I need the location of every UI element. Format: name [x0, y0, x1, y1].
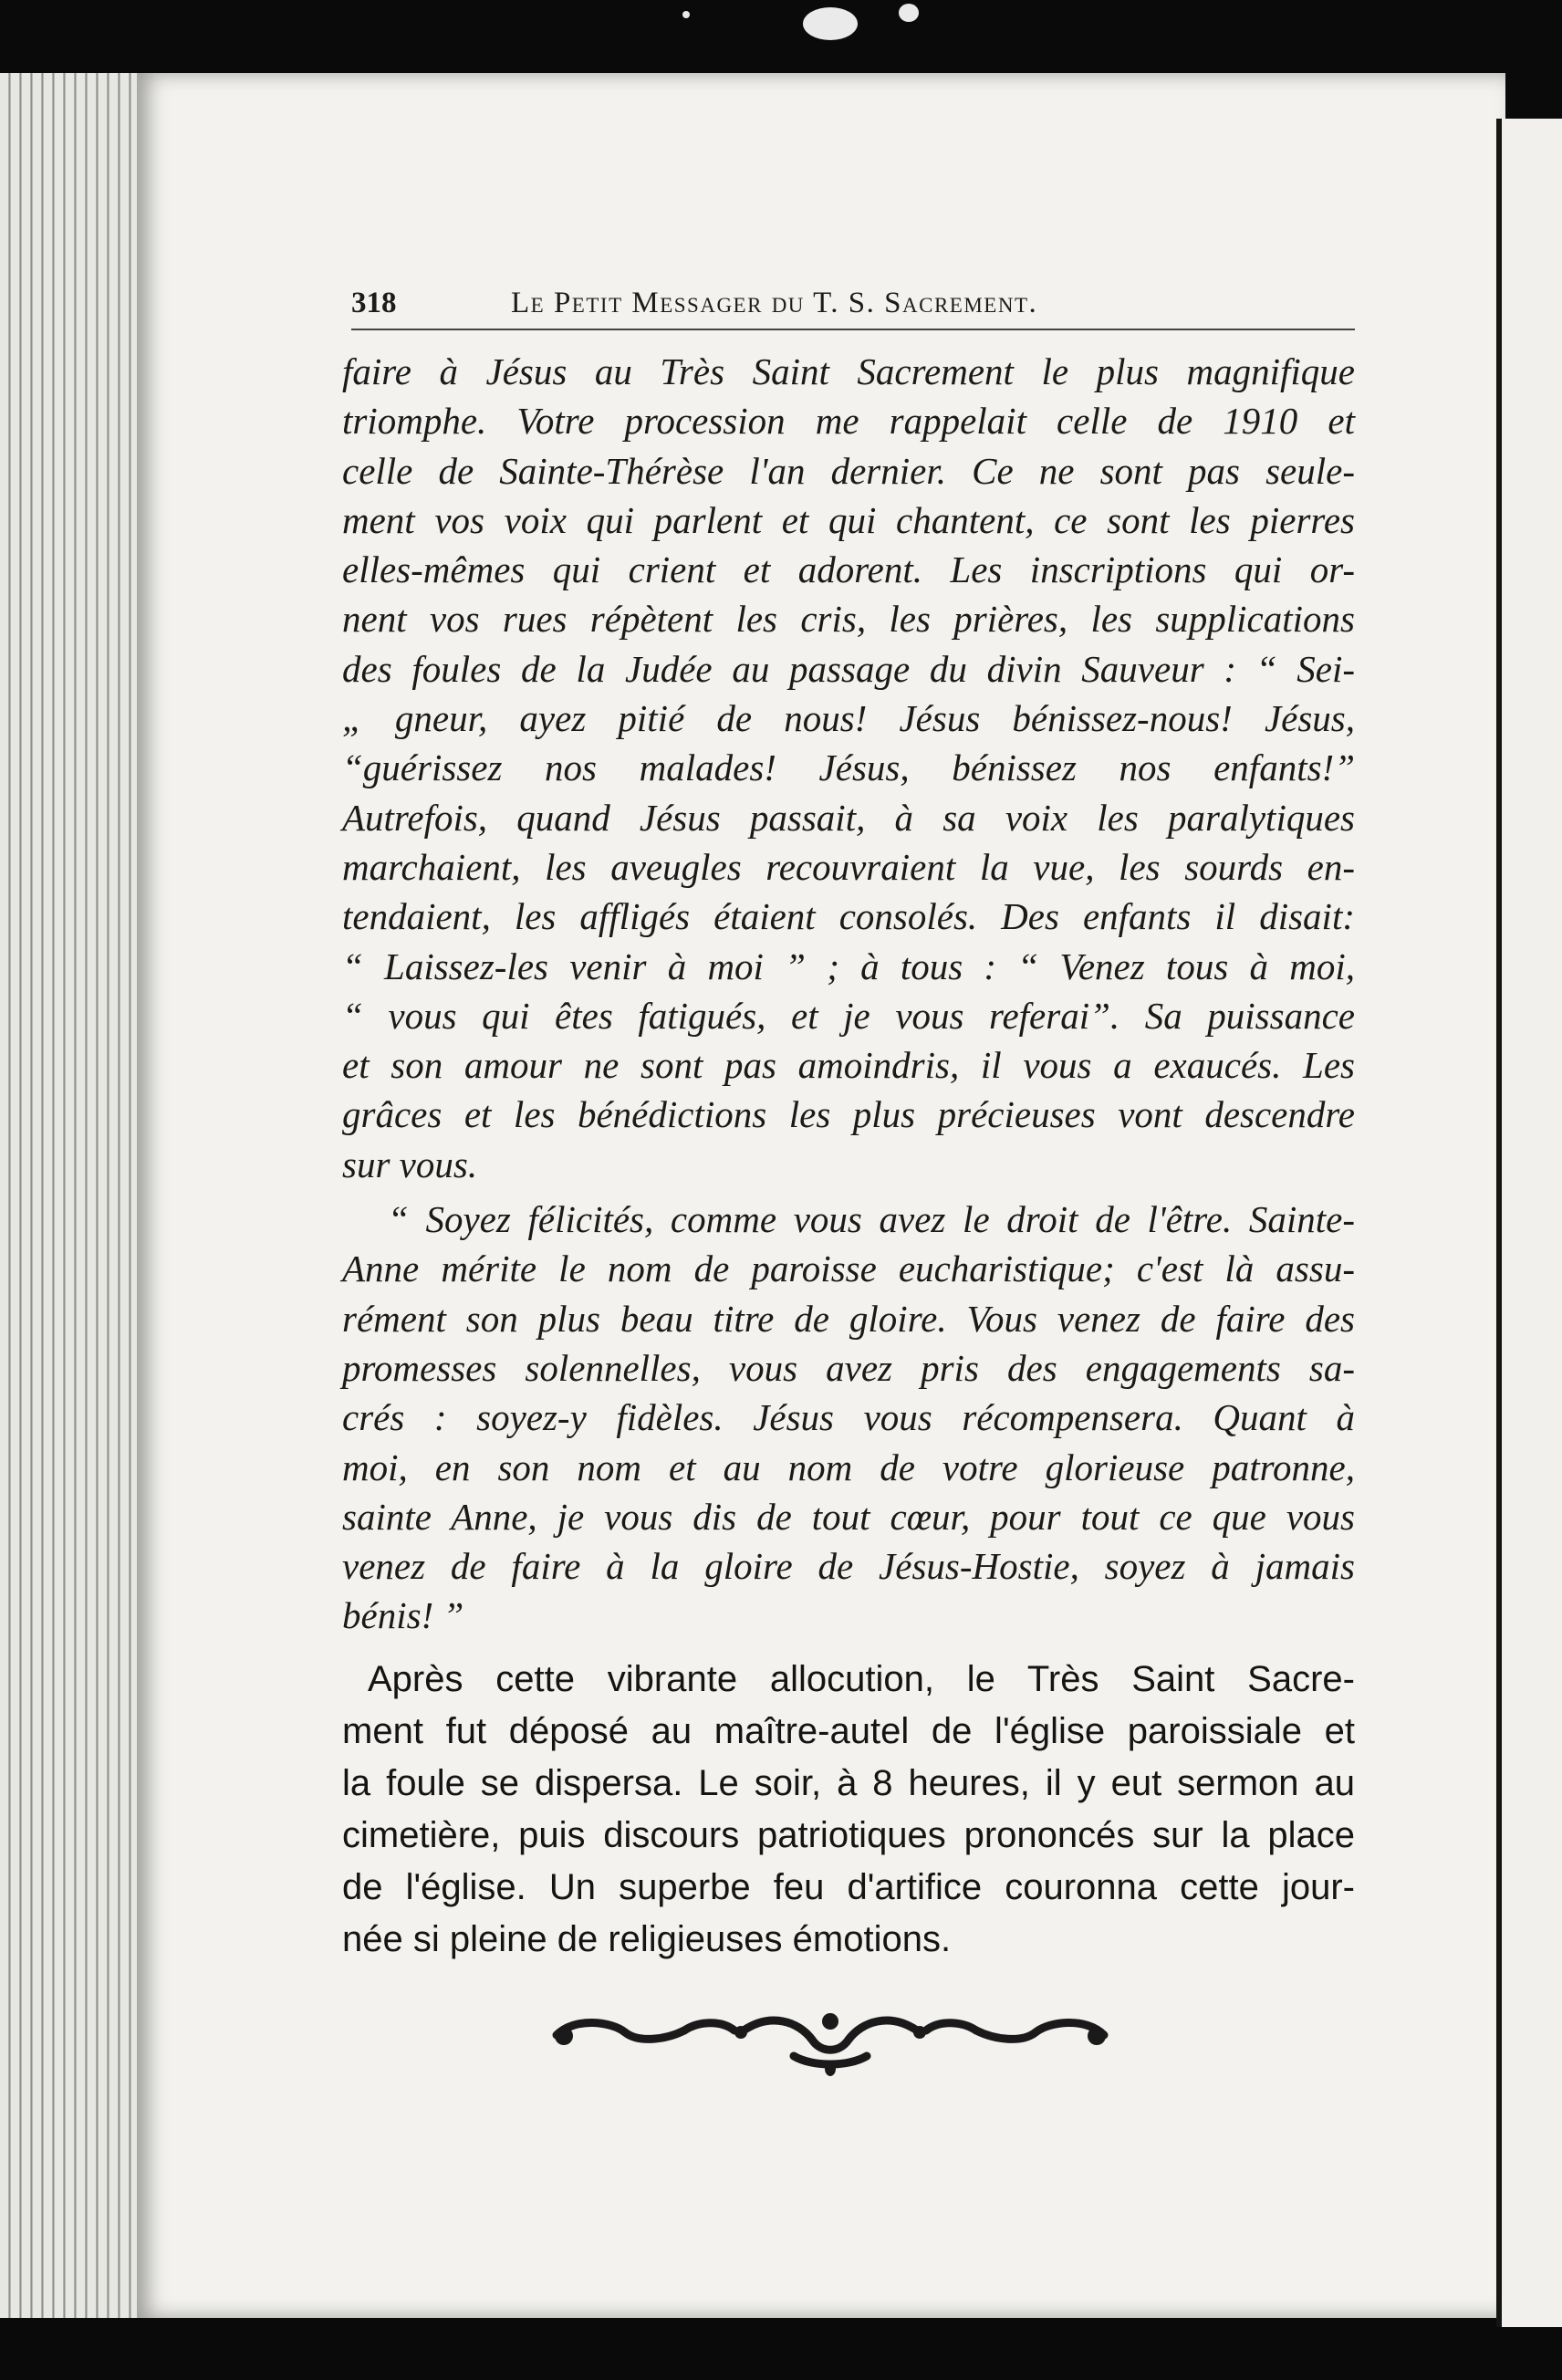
text-line-italic: elles-mêmes qui crient et adorent. Les inscriptions qui or- — [342, 548, 1355, 591]
scan-speck — [682, 11, 690, 18]
text-line-roman: Après cette vibrante allocution, le Très Saint Sacre- — [368, 1658, 1355, 1699]
text-line-italic: crés : soyez-y fidèles. Jésus vous récompensera. Quant à — [342, 1396, 1355, 1439]
page-number: 318 — [351, 287, 397, 319]
running-title: Le Petit Messager du T. S. Sacrement. — [511, 287, 1038, 319]
text-line-roman: née si pleine de religieuses émotions. — [342, 1918, 952, 1959]
text-line-roman: ment fut déposé au maître-autel de l'église paroissiale et — [342, 1710, 1355, 1751]
text-line-italic: promesses solennelles, vous avez pris des engagements sa- — [342, 1346, 1355, 1389]
text-line-italic: moi, en son nom et au nom de votre glorieuse patronne, — [342, 1446, 1355, 1488]
text-line-italic: Autrefois, quand Jésus passait, à sa voix les paralytiques — [342, 796, 1355, 839]
text-line-roman: cimetière, puis discours patriotiques prononcés sur la place — [342, 1814, 1355, 1855]
facing-page-edge — [1496, 119, 1562, 2327]
running-header — [351, 283, 1355, 330]
paragraph-gap — [342, 1641, 1355, 1654]
text-line-italic: ment vos voix qui parlent et qui chantent, ce sont les pierres — [342, 498, 1355, 541]
text-line-roman: la foule se dispersa. Le soir, à 8 heures, il y eut sermon au — [342, 1762, 1355, 1803]
text-line-italic: “guérissez nos malades! Jésus, bénissez nos enfants!” — [342, 746, 1355, 789]
text-line-italic: venez de faire à la gloire de Jésus-Hostie, soyez à jamais — [342, 1545, 1355, 1588]
text-line-italic: des foules de la Judée au passage du divin Sauveur : “ Sei- — [342, 647, 1355, 690]
text-line-italic: sainte Anne, je vous dis de tout cœur, pour tout ce que vous — [342, 1495, 1355, 1538]
text-line-italic: triomphe. Votre procession me rappelait celle de 1910 et — [342, 400, 1355, 443]
text-line-italic: „ gneur, ayez pitié de nous! Jésus bénissez-nous! Jésus, — [342, 697, 1355, 740]
text-line-roman: de l'église. Un superbe feu d'artifice couronna cette jour- — [342, 1866, 1355, 1907]
text-line-italic: sur vous. — [342, 1143, 478, 1185]
scan-speck — [899, 4, 919, 22]
text-line-italic: bénis! ” — [342, 1594, 464, 1637]
text-line-italic: grâces et les bénédictions les plus précieuses vont descendre — [342, 1093, 1355, 1136]
text-line-italic: Anne mérite le nom de paroisse eucharistique; c'est là assu- — [342, 1247, 1355, 1290]
text-line-italic: faire à Jésus au Très Saint Sacrement le plus magnifique — [342, 350, 1355, 392]
text-line-italic: tendaient, les affligés étaient consolés. Des enfants il disait: — [342, 895, 1355, 938]
text-line-italic: et son amour ne sont pas amoindris, il vous a exaucés. Les — [342, 1044, 1355, 1087]
text-line-italic: “ Laissez-les venir à moi ” ; à tous : “ Venez tous à moi, — [342, 945, 1355, 987]
text-line-italic: “ Soyez félicités, comme vous avez le droit de l'être. Sainte- — [388, 1198, 1355, 1241]
ornament-flourish-icon — [538, 1994, 1122, 2076]
text-line-italic: rément son plus beau titre de gloire. Vous venez de faire des — [342, 1297, 1355, 1340]
text-line-italic: “ vous qui êtes fatigués, et je vous referai”. Sa puissance — [342, 994, 1355, 1037]
scan-speck — [803, 7, 858, 40]
body-text — [342, 347, 1355, 1966]
text-line-italic: marchaient, les aveugles recouvraient la vue, les sourds en- — [342, 845, 1355, 888]
text-line-italic: nent vos rues répètent les cris, les prières, les supplications — [342, 598, 1355, 641]
text-line-italic: celle de Sainte-Thérèse l'an dernier. Ce ne sont pas seule- — [342, 449, 1355, 492]
